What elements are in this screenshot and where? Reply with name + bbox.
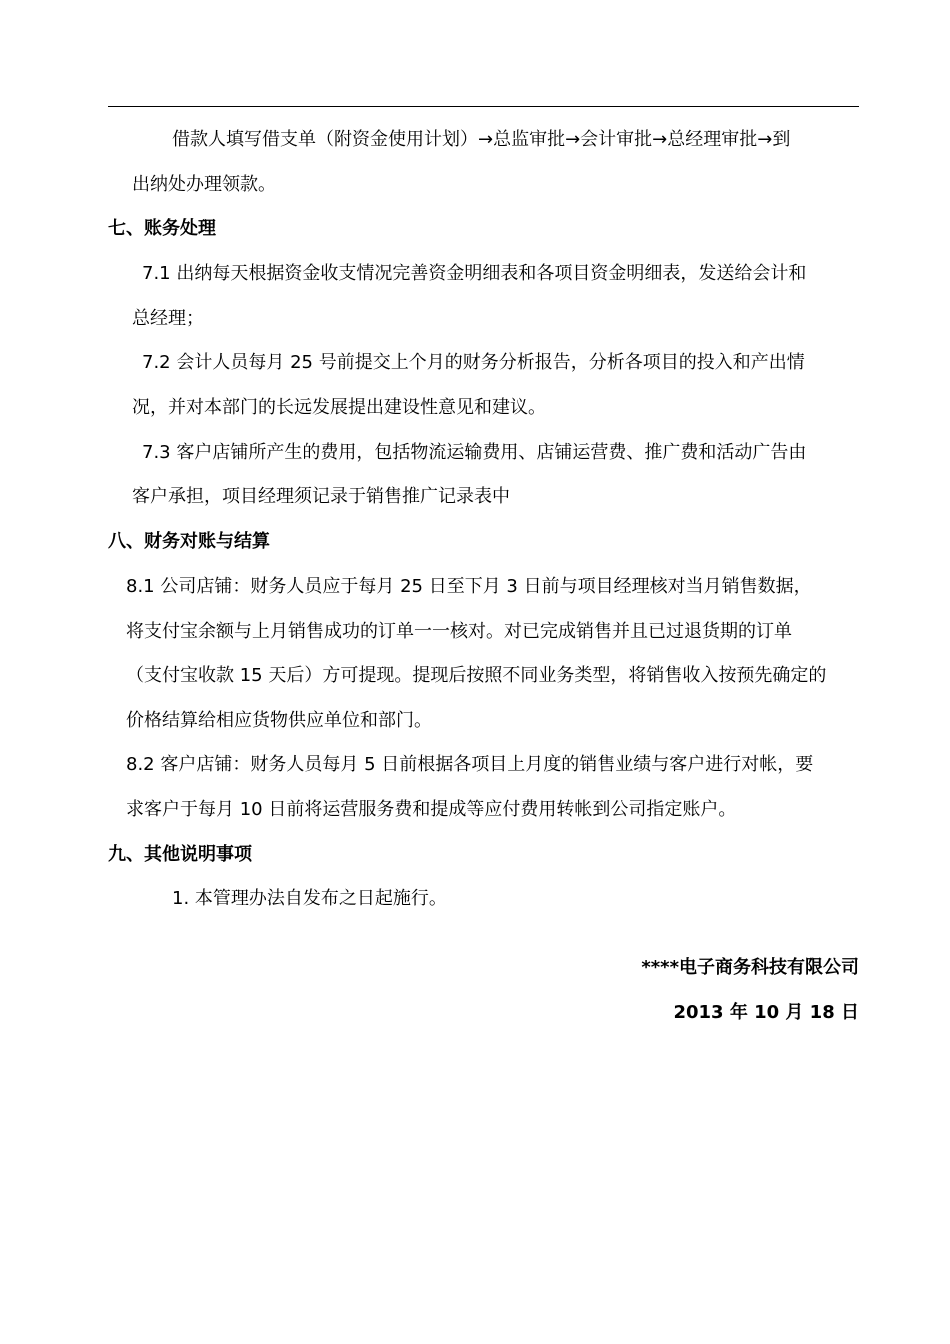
section-8-2-line-2: 求客户于每月 10 日前将运营服务费和提成等应付费用转帐到公司指定账户。 [126,799,737,820]
section-8-1-line-3: （支付宝收款 15 天后）方可提现。提现后按照不同业务类型，将销售收入按预先确定的 [126,665,827,686]
section-9-item-1: 1. 本管理办法自发布之日起施行。 [172,888,447,909]
section-7-3-line-2: 客户承担，项目经理须记录于销售推广记录表中 [132,486,510,507]
section-7-2-line-2: 况，并对本部门的长远发展提出建设性意见和建议。 [132,397,546,418]
header-rule [108,106,859,107]
section-8-heading: 八、财务对账与结算 [108,531,270,552]
signature-date: 2013 年 10 月 18 日 [673,1002,859,1023]
intro-line-1: 借款人填写借支单（附资金使用计划）→总监审批→会计审批→总经理审批→到 [172,129,791,150]
section-8-2-line-1: 8.2 客户店铺：财务人员每月 5 日前根据各项目上月度的销售业绩与客户进行对帐，要 [126,754,814,775]
section-7-heading: 七、账务处理 [108,218,216,239]
section-7-1-line-2: 总经理； [132,308,204,329]
intro-line-2: 出纳处办理领款。 [132,174,276,195]
signature-company: ****电子商务科技有限公司 [641,957,859,978]
section-9-heading: 九、其他说明事项 [108,844,252,865]
section-8-1-line-1: 8.1 公司店铺：财务人员应于每月 25 日至下月 3 日前与项目经理核对当月销售数据， [126,576,812,597]
section-8-1-line-2: 将支付宝余额与上月销售成功的订单一一核对。对已完成销售并且已过退货期的订单 [126,621,792,642]
section-7-3-line-1: 7.3 客户店铺所产生的费用，包括物流运输费用、店铺运营费、推广费和活动广告由 [142,442,807,463]
section-8-1-line-4: 价格结算给相应货物供应单位和部门。 [126,710,432,731]
section-7-1-line-1: 7.1 出纳每天根据资金收支情况完善资金明细表和各项目资金明细表，发送给会计和 [142,263,807,284]
section-7-2-line-1: 7.2 会计人员每月 25 号前提交上个月的财务分析报告，分析各项目的投入和产出情 [142,352,805,373]
